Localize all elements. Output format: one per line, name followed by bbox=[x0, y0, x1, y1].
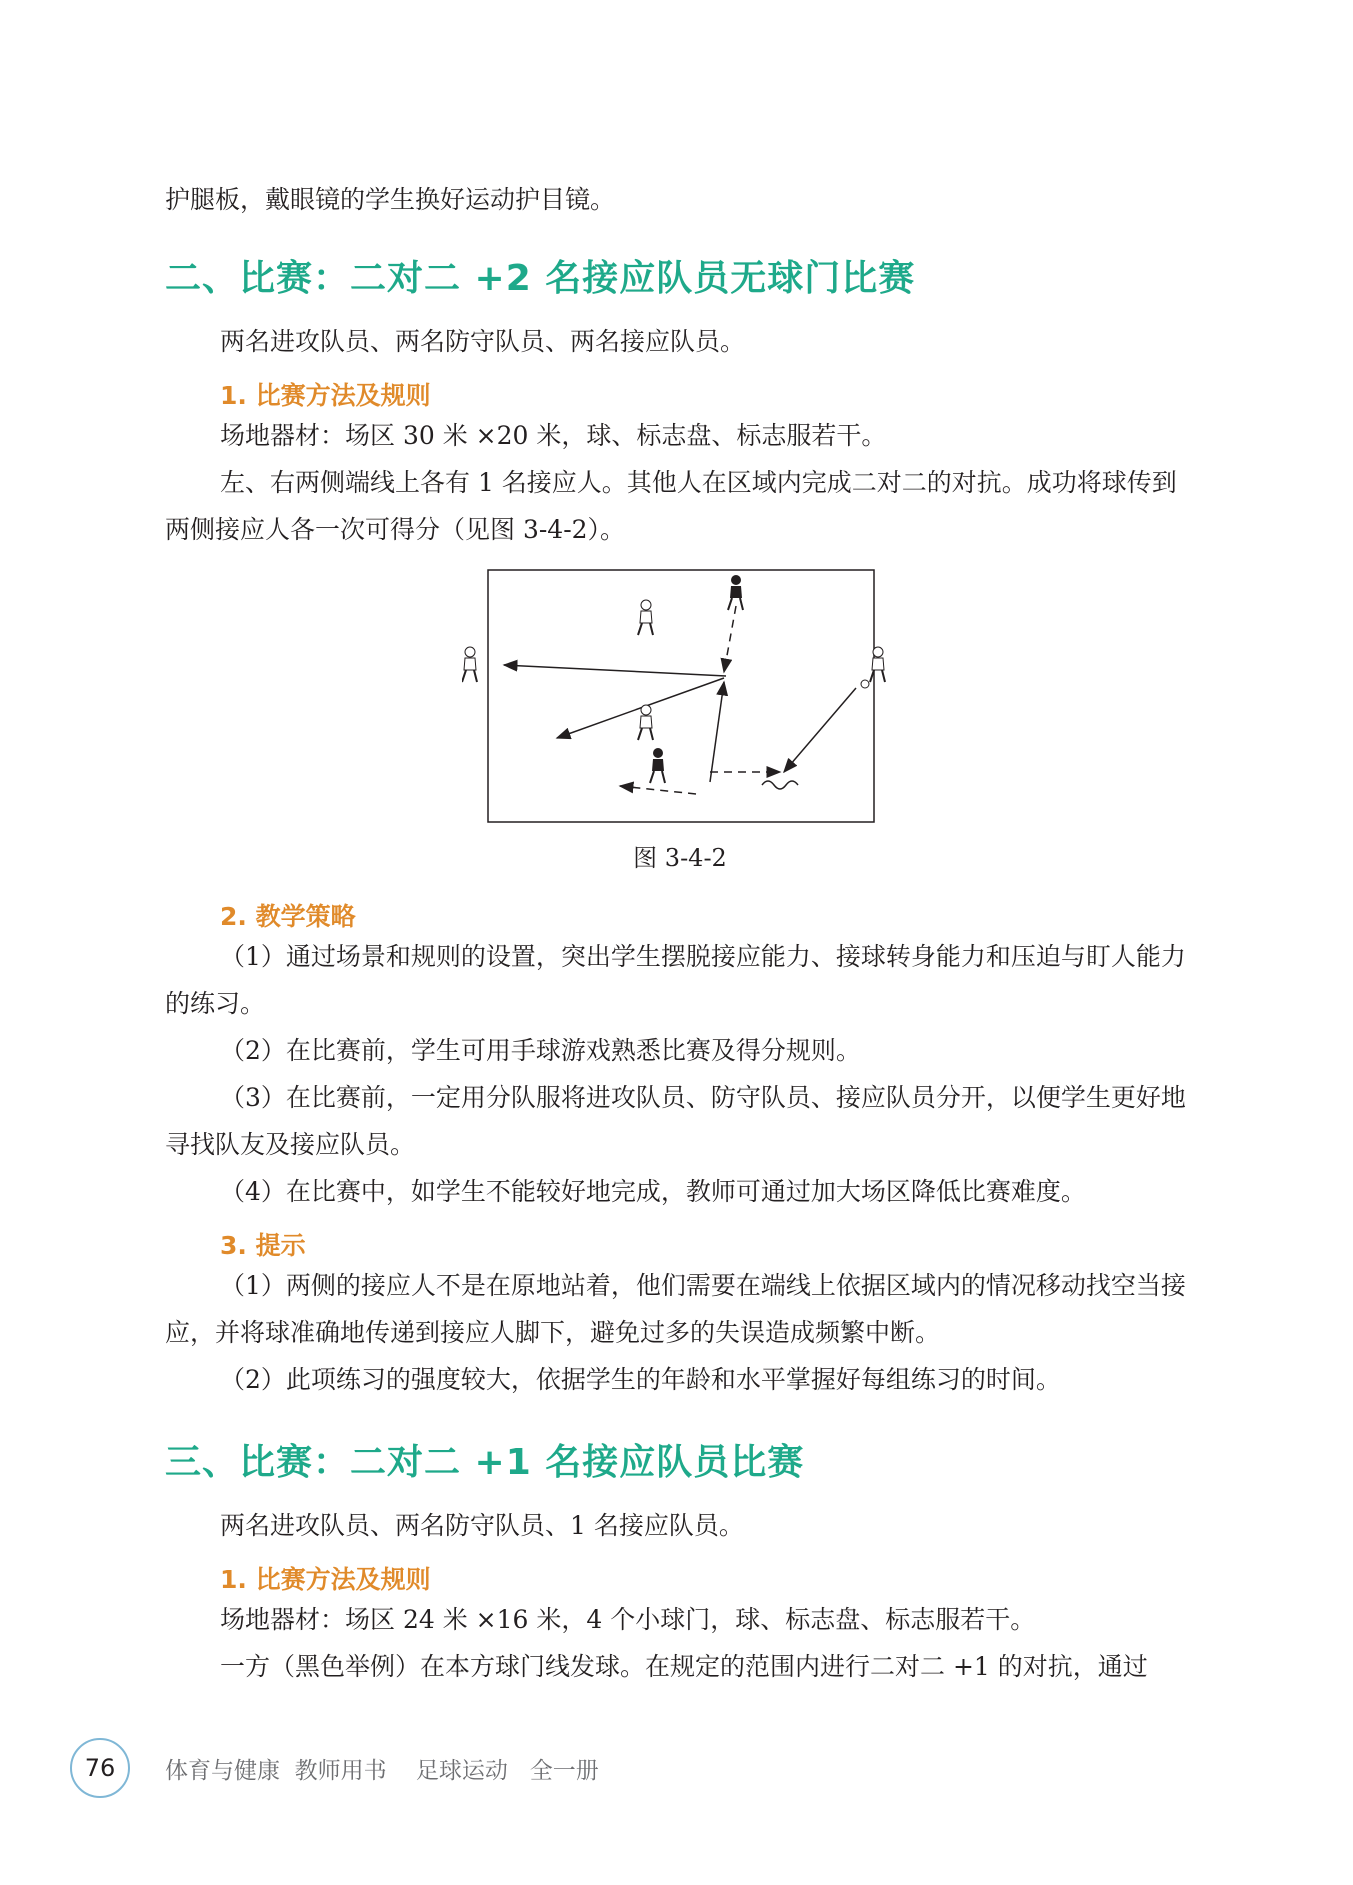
subheading-s2-strategy: 2. 教学策略 bbox=[220, 902, 356, 931]
paragraph-s2-strategy-1: （1）通过场景和规则的设置，突出学生摆脱接应能力、接球转身能力和压迫与盯人能力的练习。 bbox=[165, 942, 1186, 1018]
figure-caption: 图 3-4-2 bbox=[633, 844, 727, 872]
page-footer bbox=[70, 1738, 770, 1798]
paragraph-s2-tip-2: （2）此项练习的强度较大，依据学生的年龄和水平掌握好每组练习的时间。 bbox=[220, 1365, 1061, 1394]
book-title: 体育与健康 教师用书 足球运动 全一册 bbox=[165, 1758, 599, 1784]
paragraph-s2-strategy-2: （2）在比赛前，学生可用手球游戏熟悉比赛及得分规则。 bbox=[220, 1036, 861, 1065]
paragraph-s3-rule: 一方（黑色举例）在本方球门线发球。在规定的范围内进行二对二 +1 的对抗，通过 bbox=[220, 1652, 1148, 1681]
paragraph-s2-strategy-3: （3）在比赛前，一定用分队服将进攻队员、防守队员、接应队员分开，以便学生更好地寻找队友及接应队员。 bbox=[165, 1083, 1186, 1159]
paragraph-s2-intro: 两名进攻队员、两名防守队员、两名接应队员。 bbox=[220, 327, 746, 356]
paragraph-s3-venue: 场地器材：场区 24 米 ×16 米，4 个小球门，球、标志盘、标志服若干。 bbox=[220, 1605, 1036, 1634]
page-number: 76 bbox=[70, 1738, 130, 1798]
section-heading-3: 三、比赛：二对二 +1 名接应队员比赛 bbox=[165, 1442, 805, 1483]
figure-3-4-2-diagram bbox=[462, 560, 892, 830]
section-heading-2: 二、比赛：二对二 +2 名接应队员无球门比赛 bbox=[165, 258, 916, 299]
ball-icon bbox=[861, 680, 869, 688]
field-outline bbox=[488, 570, 874, 822]
paragraph-s3-intro: 两名进攻队员、两名防守队员、1 名接应队员。 bbox=[220, 1511, 744, 1540]
paragraph-s2-tip-1: （1）两侧的接应人不是在原地站着，他们需要在端线上依据区域内的情况移动找空当接应，并将球准确地传递到接应人脚下，避免过多的失误造成频繁中断。 bbox=[165, 1271, 1186, 1347]
paragraph-s2-venue: 场地器材：场区 30 米 ×20 米，球、标志盘、标志服若干。 bbox=[220, 421, 887, 450]
paragraph-intro-continuation: 护腿板，戴眼镜的学生换好运动护目镜。 bbox=[165, 185, 616, 214]
subheading-s2-tips: 3. 提示 bbox=[220, 1231, 306, 1260]
paragraph-s2-strategy-4: （4）在比赛中，如学生不能较好地完成，教师可通过加大场区降低比赛难度。 bbox=[220, 1177, 1086, 1206]
player-icon bbox=[462, 647, 477, 682]
paragraph-s2-rule: 左、右两侧端线上各有 1 名接应人。其他人在区域内完成二对二的对抗。成功将球传到两侧接应人各一次可得分（见图 3-4-2）。 bbox=[165, 468, 1177, 544]
subheading-s3-rules: 1. 比赛方法及规则 bbox=[220, 1565, 431, 1594]
subheading-s2-rules: 1. 比赛方法及规则 bbox=[220, 381, 431, 410]
